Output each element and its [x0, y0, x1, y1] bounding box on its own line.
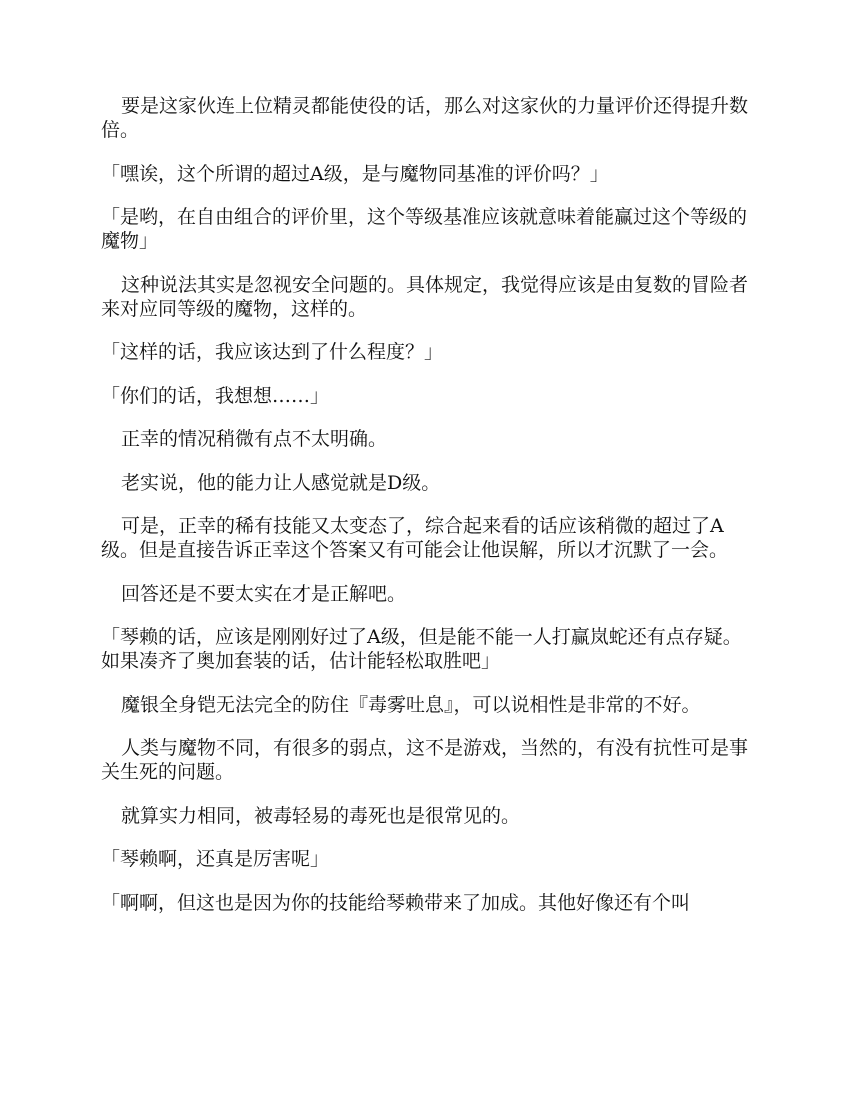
paragraph: 「琴赖啊，还真是厉害呢」 — [101, 848, 330, 870]
paragraph: 可是，正幸的稀有技能又太变态了，综合起来看的话应该稍微的超过了A级。但是直接告诉正幸这个答案又有可能会让他误解，所以才沉默了一会。 — [101, 515, 729, 561]
paragraph: 回答还是不要太实在才是正解吧。 — [121, 582, 407, 605]
paragraph: 正幸的情况稍微有点不太明确。 — [121, 428, 388, 450]
paragraph: 老实说，他的能力让人感觉就是D级。 — [121, 471, 441, 494]
paragraph: 要是这家伙连上位精灵都能使役的话，那么对这家伙的力量评价还得提升数倍。 — [101, 95, 749, 141]
paragraph: 这种说法其实是忽视安全问题的。具体规定，我觉得应该是由复数的冒险者来对应同等级的魔物，这样的。 — [101, 273, 749, 320]
paragraph: 魔银全身铠无法完全的防住『毒雾吐息』，可以说相性是非常的不好。 — [121, 693, 701, 716]
document-page — [101, 94, 749, 934]
paragraph: 「是哟，在自由组合的评价里，这个等级基准应该就意味着能赢过这个等级的魔物」 — [101, 206, 748, 252]
paragraph: 就算实力相同，被毒轻易的毒死也是很常见的。 — [121, 804, 521, 827]
paragraph: 「你们的话，我想想……」 — [101, 384, 330, 407]
paragraph: 「嘿诶，这个所谓的超过A级，是与魔物同基准的评价吗？」 — [101, 162, 609, 185]
paragraph: 「这样的话，我应该达到了什么程度？」 — [101, 341, 444, 363]
paragraph: 「琴赖的话，应该是刚刚好过了A级，但是能不能一人打赢岚蛇还有点存疑。如果凑齐了奥加套装的话，估计能轻松取胜吧」 — [101, 626, 742, 672]
paragraph: 人类与魔物不同，有很多的弱点，这不是游戏，当然的，有没有抗性可是事关生死的问题。 — [101, 737, 749, 783]
paragraph: 「啊啊，但这也是因为你的技能给琴赖带来了加成。其他好像还有个叫 — [101, 891, 691, 914]
